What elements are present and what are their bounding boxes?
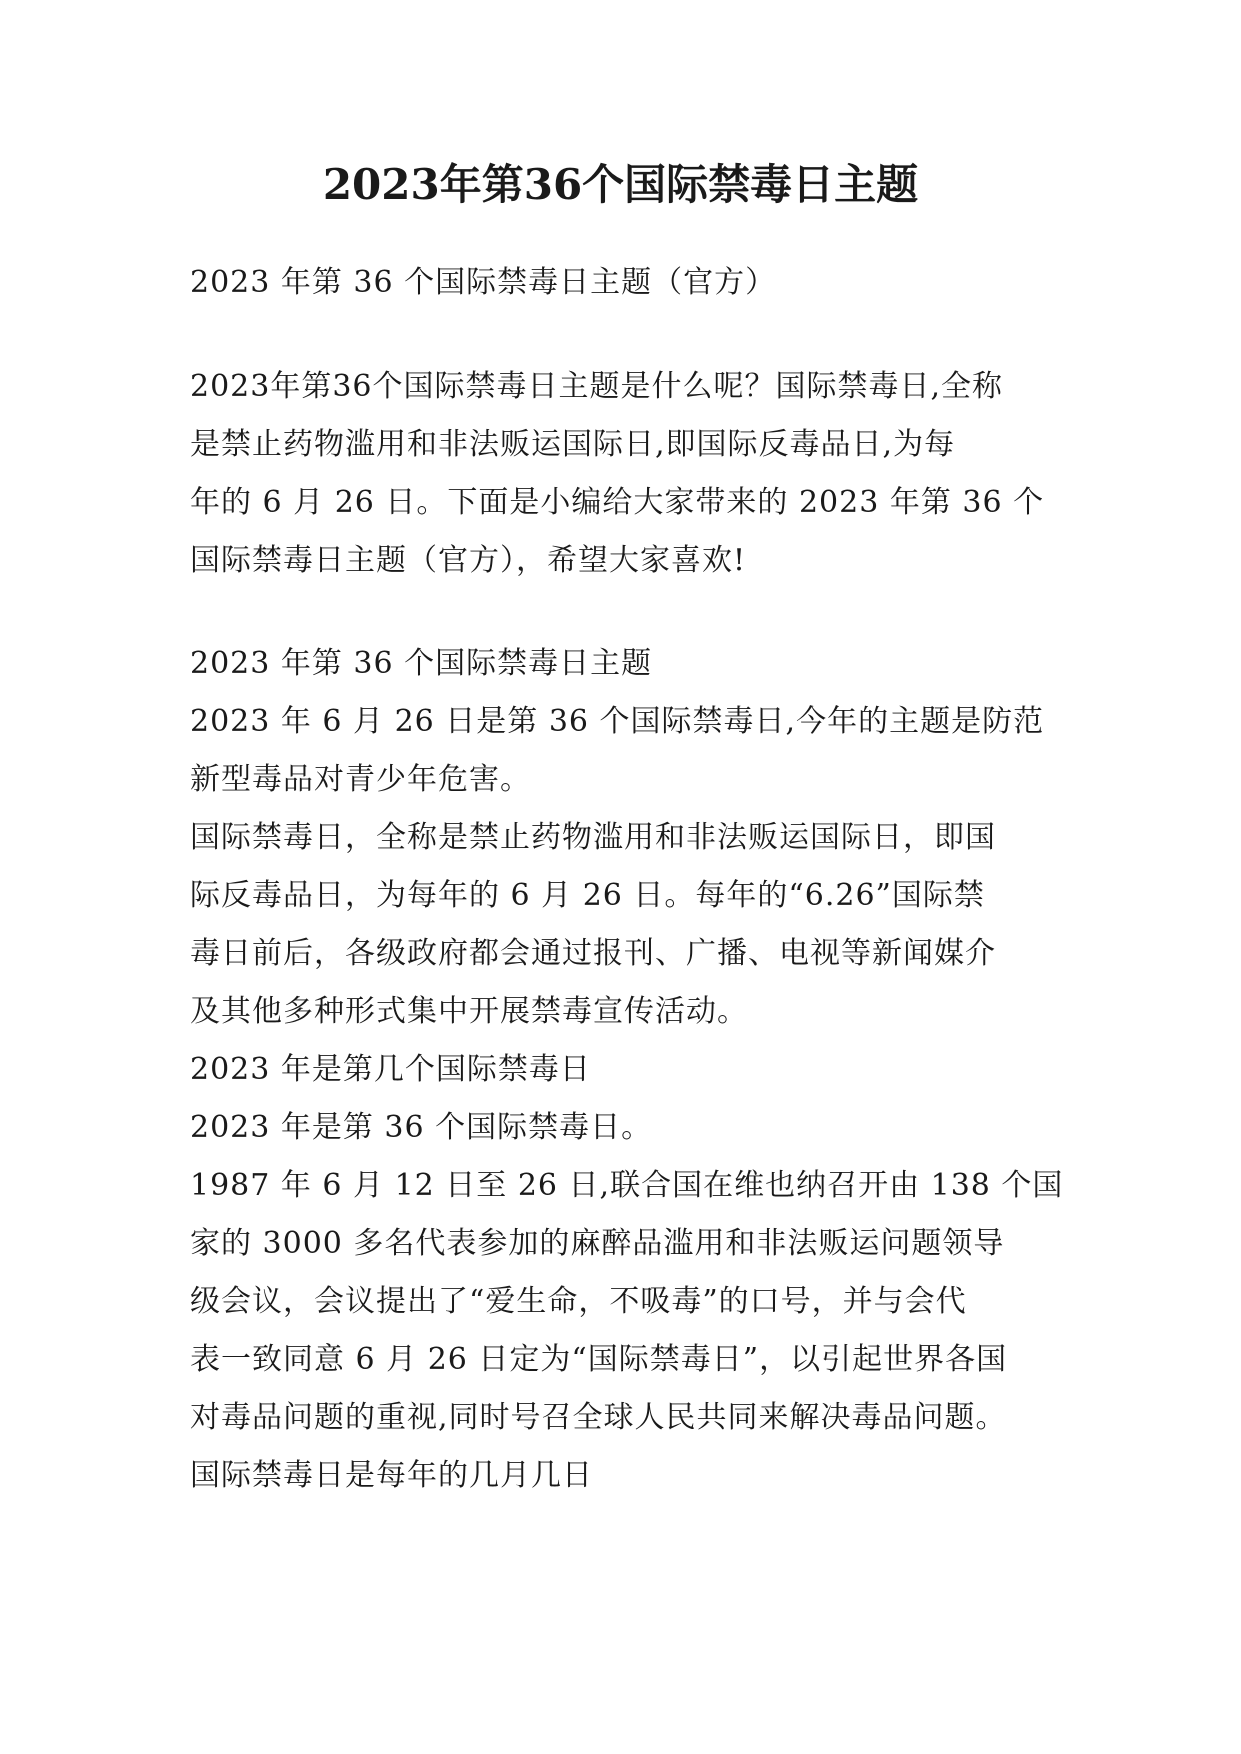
body-line: 家的 3000 多名代表参加的麻醉品滥用和非法贩运问题领导 xyxy=(190,1226,1005,1261)
body-line: 1987 年 6 月 12 日至 26 日,联合国在维也纳召开由 138 个国 xyxy=(190,1168,1064,1203)
body-line: 际反毒品日，为每年的 6 月 26 日。每年的“6.26”国际禁 xyxy=(190,878,985,913)
intro-line-2: 是禁止药物滥用和非法贩运国际日,即国际反毒品日,为每 xyxy=(190,427,956,462)
intro-line-4: 国际禁毒日主题（官方），希望大家喜欢! xyxy=(190,543,747,578)
body-line: 2023 年是第 36 个国际禁毒日。 xyxy=(190,1110,653,1145)
intro-line-3: 年的 6 月 26 日。下面是小编给大家带来的 2023 年第 36 个 xyxy=(190,485,1045,520)
body-line: 新型毒品对青少年危害。 xyxy=(190,762,531,797)
body-line: 表一致同意 6 月 26 日定为“国际禁毒日”，以引起世界各国 xyxy=(190,1342,1008,1377)
section-heading-date: 国际禁毒日是每年的几月几日 xyxy=(190,1458,593,1493)
section-heading-theme: 2023 年第 36 个国际禁毒日主题 xyxy=(190,646,653,681)
intro-line-1: 2023年第36个国际禁毒日主题是什么呢？国际禁毒日,全称 xyxy=(190,369,1004,404)
body-line: 及其他多种形式集中开展禁毒宣传活动。 xyxy=(190,994,748,1029)
section-heading-which: 2023 年是第几个国际禁毒日 xyxy=(190,1052,591,1087)
body-line: 2023 年 6 月 26 日是第 36 个国际禁毒日,今年的主题是防范 xyxy=(190,704,1045,739)
body-line: 级会议，会议提出了“爱生命，不吸毒”的口号，并与会代 xyxy=(190,1284,967,1319)
document-title: 2023年第36个国际禁毒日主题 xyxy=(322,160,919,209)
body-line: 毒日前后，各级政府都会通过报刊、广播、电视等新闻媒介 xyxy=(190,936,996,971)
subtitle-line: 2023 年第 36 个国际禁毒日主题（官方） xyxy=(190,265,777,300)
body-line: 国际禁毒日，全称是禁止药物滥用和非法贩运国际日，即国 xyxy=(190,820,996,855)
body-line: 对毒品问题的重视,同时号召全球人民共同来解决毒品问题。 xyxy=(190,1400,1007,1435)
